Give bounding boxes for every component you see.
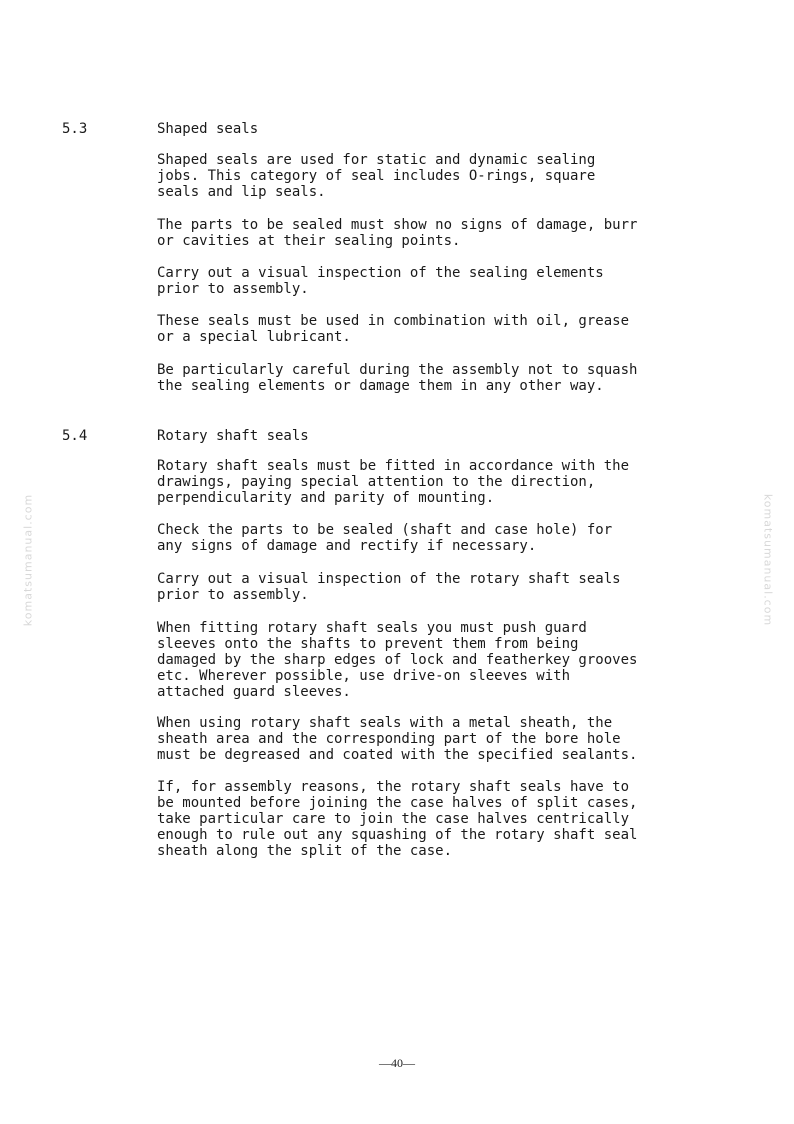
paragraph: Check the parts to be sealed (shaft and case hole) for any signs of damage and rectify if necessary.	[157, 522, 613, 554]
section-title: Shaped seals	[157, 121, 259, 137]
paragraph: Carry out a visual inspection of the sealing elements prior to assembly.	[157, 265, 604, 297]
paragraph: These seals must be used in combination with oil, grease or a special lubricant.	[157, 313, 630, 345]
section-number: 5.4	[62, 428, 88, 444]
watermark-right: komatsumanual.com	[761, 493, 775, 627]
paragraph: Carry out a visual inspection of the rotary shaft seals prior to assembly.	[157, 571, 621, 603]
paragraph: Rotary shaft seals must be fitted in accordance with the drawings, paying special attention to the direction, perpendicularity and parity of mounting.	[157, 458, 630, 506]
page-number: —40—	[379, 1056, 415, 1070]
watermark-left: komatsumanual.com	[21, 493, 35, 627]
paragraph: If, for assembly reasons, the rotary shaft seals have to be mounted before joining the case halves of split cases, take particular care to join the case halves centrically enough to rule out any squashing of the rotary shaft seal sheath along the split of the case.	[157, 779, 638, 859]
section-title: Rotary shaft seals	[157, 428, 309, 444]
paragraph: Shaped seals are used for static and dynamic sealing jobs. This category of seal includes O-rings, square seals and lip seals.	[157, 152, 596, 200]
section-number: 5.3	[62, 121, 88, 137]
paragraph: Be particularly careful during the assembly not to squash the sealing elements or damage them in any other way.	[157, 362, 638, 394]
paragraph: The parts to be sealed must show no signs of damage, burr or cavities at their sealing points.	[157, 217, 638, 249]
paragraph: When fitting rotary shaft seals you must push guard sleeves onto the shafts to prevent them from being damaged by the sharp edges of lock and featherkey grooves etc. Wherever possible, use drive-on sleeves with attached guard sleeves.	[157, 620, 638, 700]
paragraph: When using rotary shaft seals with a metal sheath, the sheath area and the corresponding part of the bore hole must be degreased and coated with the specified sealants.	[157, 715, 638, 763]
